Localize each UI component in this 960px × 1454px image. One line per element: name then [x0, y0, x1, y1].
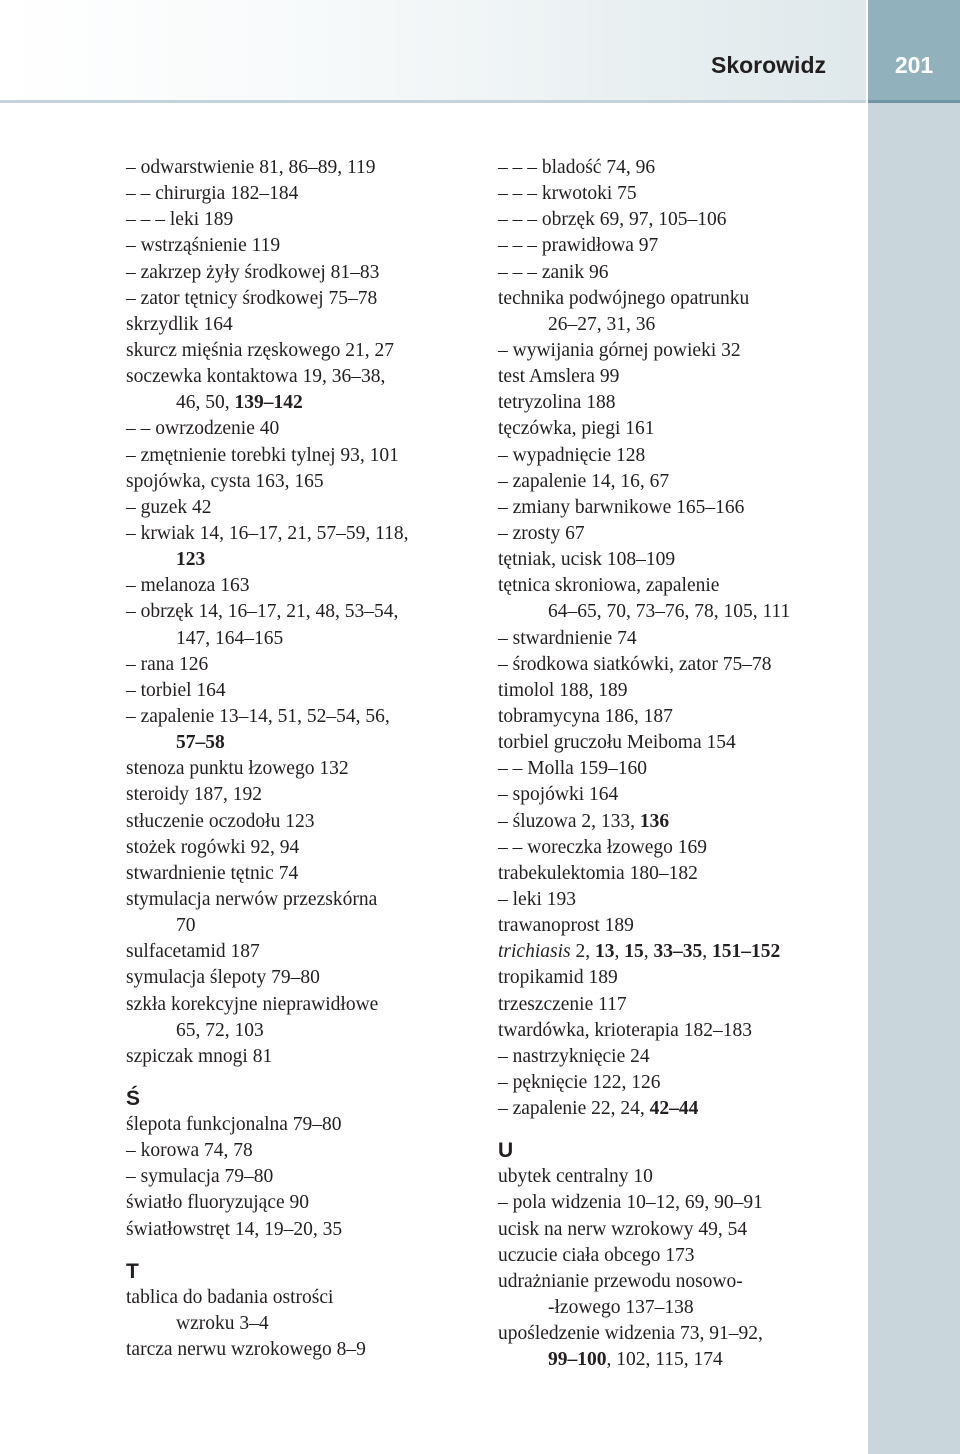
index-entry: trabekulektomia 180–182: [498, 862, 698, 884]
index-entry: – – owrzodzenie 40: [126, 418, 280, 440]
section-gap: [126, 1070, 476, 1086]
index-entry: twardówka, krioterapia 182–183: [498, 1019, 752, 1041]
index-entry: – środkowa siatkówki, zator 75–78: [498, 653, 772, 675]
index-entry: – – – leki 189: [126, 209, 234, 231]
page-number: 201: [894, 52, 934, 78]
index-entry: 147, 164–165: [176, 627, 284, 649]
index-entry: – – woreczka łzowego 169: [498, 836, 708, 858]
index-column-left: [126, 155, 476, 1363]
index-entry: trichiasis 2, 13, 15, 33–35, 151–152: [498, 941, 781, 963]
index-entry: – zmętnienie torebki tylnej 93, 101: [126, 444, 399, 466]
index-entry: tęczówka, piegi 161: [498, 418, 655, 440]
index-entry: – – – krwotoki 75: [498, 183, 637, 205]
index-entry: – torbiel 164: [126, 679, 226, 701]
index-entry: tętniak, ucisk 108–109: [498, 549, 676, 571]
index-entry: – zapalenie 22, 24, 42–44: [498, 1098, 699, 1120]
index-entry: – zrosty 67: [498, 522, 585, 544]
index-entry: – wstrząśnienie 119: [126, 235, 281, 257]
index-entry: światło fluoryzujące 90: [126, 1192, 310, 1214]
side-tab-head: [868, 0, 960, 103]
section-heading-s-acute: Ś: [126, 1086, 141, 1110]
index-entry: stenoza punktu łzowego 132: [126, 758, 349, 780]
index-entry: – korowa 74, 78: [126, 1140, 253, 1162]
page-header-title: Skorowidz: [710, 52, 826, 78]
index-entry: – pola widzenia 10–12, 69, 90–91: [498, 1192, 763, 1214]
index-entry: – – chirurgia 182–184: [126, 183, 299, 205]
index-entry: szkła korekcyjne nieprawidłowe: [126, 993, 379, 1015]
index-entry: – pęknięcie 122, 126: [498, 1071, 661, 1093]
index-entry: symulacja ślepoty 79–80: [126, 967, 320, 989]
index-entry: – rana 126: [126, 653, 209, 675]
index-entry: test Amslera 99: [498, 366, 620, 388]
index-entry: tropikamid 189: [498, 967, 618, 989]
index-entry: 123: [176, 549, 206, 571]
index-entry: udrażnianie przewodu nosowo-: [498, 1270, 743, 1292]
index-entry: – krwiak 14, 16–17, 21, 57–59, 118,: [126, 522, 409, 544]
index-column-right: [498, 155, 858, 1373]
index-entry: – nastrzyknięcie 24: [498, 1045, 650, 1067]
section-heading-u: U: [498, 1139, 514, 1163]
side-tab: [868, 0, 960, 1454]
index-entry: – – – bladość 74, 96: [498, 157, 656, 178]
index-entry: stłuczenie oczodołu 123: [126, 810, 315, 832]
section-gap: [498, 1122, 858, 1138]
index-entry: steroidy 187, 192: [126, 784, 262, 806]
index-entry: spojówka, cysta 163, 165: [126, 470, 324, 492]
index-entry: 99–100, 102, 115, 174: [548, 1349, 723, 1371]
index-entry: – symulacja 79–80: [126, 1166, 274, 1188]
section-heading-t: T: [126, 1259, 139, 1283]
index-entry: – – – prawidłowa 97: [498, 235, 659, 257]
index-entry: 64–65, 70, 73–76, 78, 105, 111: [548, 601, 791, 623]
index-entry: szpiczak mnogi 81: [126, 1045, 273, 1067]
index-entry: ślepota funkcjonalna 79–80: [126, 1114, 342, 1136]
index-entry: – zator tętnicy środkowej 75–78: [126, 287, 378, 309]
header-band: [0, 0, 866, 103]
index-entry: – zakrzep żyły środkowej 81–83: [126, 261, 380, 283]
section-gap: [126, 1243, 476, 1259]
index-entry: – zmiany barwnikowe 165–166: [498, 496, 745, 518]
index-entry: skrzydlik 164: [126, 313, 233, 335]
index-entry: timolol 188, 189: [498, 679, 628, 701]
index-entry: stymulacja nerwów przezskórna: [126, 888, 378, 910]
index-entry: ubytek centralny 10: [498, 1166, 653, 1188]
index-entry: trawanoprost 189: [498, 915, 634, 937]
index-entry: – wywijania górnej powieki 32: [498, 339, 741, 361]
index-entry: uczucie ciała obcego 173: [498, 1244, 695, 1266]
index-entry: – śluzowa 2, 133, 136: [498, 810, 670, 832]
index-entry: – – – zanik 96: [498, 261, 609, 283]
index-entry: wzroku 3–4: [176, 1313, 269, 1335]
index-entry: 57–58: [176, 732, 225, 754]
index-entry: technika podwójnego opatrunku: [498, 287, 750, 309]
index-entry: światłowstręt 14, 19–20, 35: [126, 1218, 343, 1240]
index-entry: – – Molla 159–160: [498, 758, 647, 780]
index-entry: ucisk na nerw wzrokowy 49, 54: [498, 1218, 748, 1240]
index-entry: sulfacetamid 187: [126, 941, 260, 963]
index-entry: – guzek 42: [126, 496, 212, 518]
index-entry: – obrzęk 14, 16–17, 21, 48, 53–54,: [126, 601, 399, 623]
index-entry: trzeszczenie 117: [498, 993, 627, 1015]
index-entry: – melanoza 163: [126, 575, 250, 597]
index-entry: stożek rogówki 92, 94: [126, 836, 300, 858]
index-entry: stwardnienie tętnic 74: [126, 862, 299, 884]
index-entry: – zapalenie 14, 16, 67: [498, 470, 670, 492]
index-entry: 46, 50, 139–142: [176, 392, 303, 414]
index-entry: – zapalenie 13–14, 51, 52–54, 56,: [126, 705, 390, 727]
index-entry: upośledzenie widzenia 73, 91–92,: [498, 1323, 763, 1345]
index-entry: 70: [176, 915, 196, 937]
index-entry: 26–27, 31, 36: [548, 313, 656, 335]
index-entry: -łzowego 137–138: [548, 1297, 694, 1319]
index-entry: – stwardnienie 74: [498, 627, 637, 649]
index-entry: tablica do badania ostrości: [126, 1286, 334, 1308]
index-entry: – spojówki 164: [498, 784, 619, 806]
index-entry: skurcz mięśnia rzęskowego 21, 27: [126, 339, 395, 361]
index-entry: – – – obrzęk 69, 97, 105–106: [498, 209, 727, 231]
index-entry: 65, 72, 103: [176, 1019, 264, 1041]
index-entry: soczewka kontaktowa 19, 36–38,: [126, 366, 386, 388]
index-entry: tobramycyna 186, 187: [498, 705, 673, 727]
index-entry: – odwarstwienie 81, 86–89, 119: [126, 157, 376, 178]
index-entry: – leki 193: [498, 888, 576, 910]
index-entry: tętnica skroniowa, zapalenie: [498, 575, 720, 597]
index-entry: torbiel gruczołu Meiboma 154: [498, 732, 736, 754]
index-entry: – wypadnięcie 128: [498, 444, 646, 466]
index-entry: tarcza nerwu wzrokowego 8–9: [126, 1339, 366, 1361]
index-entry: tetryzolina 188: [498, 392, 616, 414]
